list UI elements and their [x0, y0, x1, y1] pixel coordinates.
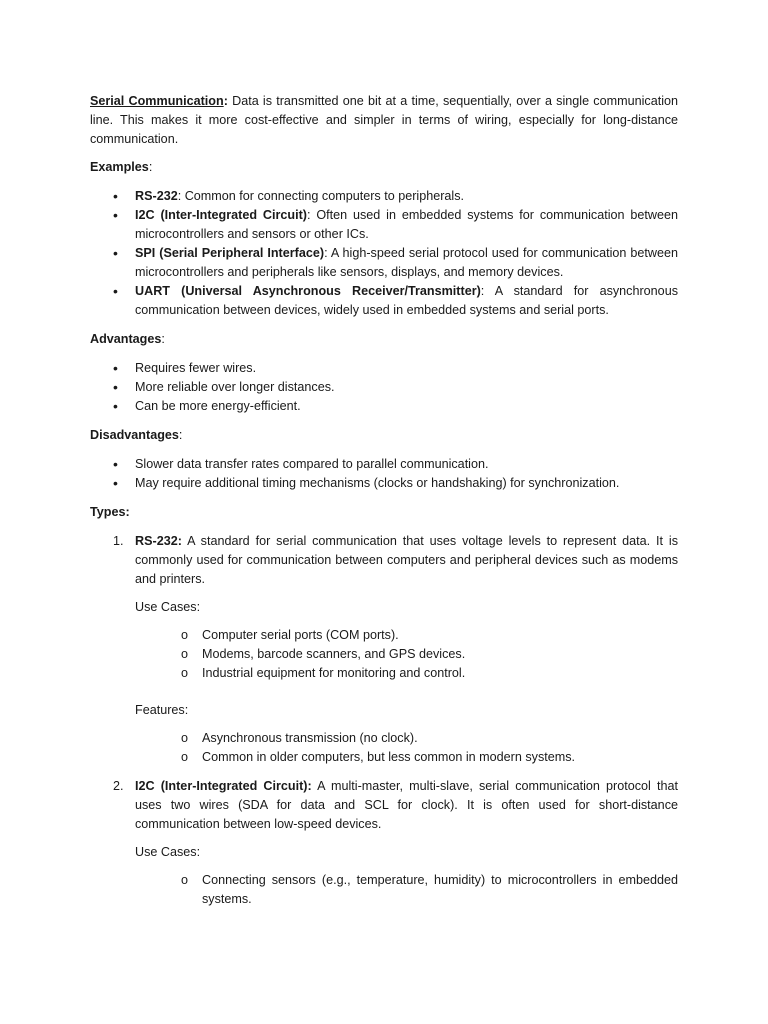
list-item: • May require additional timing mechanisms (clocks or handshaking) for synchronization. — [90, 474, 678, 493]
list-item: • Requires fewer wires. — [90, 359, 678, 378]
intro-colon: : — [223, 94, 228, 108]
types-heading-text: Types: — [90, 505, 130, 519]
type-term: I2C (Inter-Integrated Circuit): — [135, 779, 312, 793]
type-text: A standard for serial communication that uses voltage levels to represent data. It is commonly used for communication between computers and peripheral devices such as modems and printers. — [135, 534, 678, 586]
advantages-heading: Advantages: — [90, 332, 165, 346]
advantages-list — [90, 359, 678, 416]
disadvantages-list — [90, 455, 678, 493]
list-item: o Industrial equipment for monitoring and control. — [135, 664, 678, 683]
advantages-heading-text: Advantages — [90, 332, 162, 346]
example-term: SPI (Serial Peripheral Interface) — [135, 246, 325, 260]
list-item: • Can be more energy-efficient. — [90, 397, 678, 416]
intro-paragraph — [90, 92, 678, 149]
examples-heading: Examples: — [90, 160, 153, 174]
list-item: o Computer serial ports (COM ports). — [135, 626, 678, 645]
list-item: o Asynchronous transmission (no clock). — [135, 729, 678, 748]
type-number: 2. — [113, 779, 124, 793]
intro-text: Data is transmitted one bit at a time, sequentially, over a single communication line. This makes it more cost-effective and simpler in terms of wiring, especially for long-distance communication. — [90, 94, 678, 146]
example-text: : Common for connecting computers to peripherals. — [177, 189, 464, 203]
features-list — [135, 729, 678, 767]
types-heading — [90, 503, 678, 522]
example-text: : Often used in embedded systems for communication between microcontrollers and sensors or other ICs. — [135, 208, 679, 241]
type-description — [135, 777, 678, 834]
type-description — [135, 532, 678, 589]
example-term: I2C (Inter-Integrated Circuit) — [135, 208, 307, 222]
example-text: : A high-speed serial protocol used for communication between microcontrollers and peripherals like sensors, displays, and memory devices. — [135, 246, 679, 279]
list-item — [90, 244, 678, 282]
examples-heading-text: Examples — [90, 160, 149, 174]
use-cases-list — [135, 626, 678, 683]
examples-list — [90, 187, 678, 320]
features-label: Features: — [135, 703, 189, 717]
document-page — [90, 92, 678, 927]
use-cases-list — [135, 871, 678, 909]
list-item — [90, 206, 678, 244]
list-item — [90, 282, 678, 320]
use-cases-label: Use Cases: — [135, 600, 201, 614]
example-term: RS-232 — [135, 189, 178, 203]
list-item: o Common in older computers, but less common in modern systems. — [135, 748, 678, 767]
type-item-rs232 — [90, 532, 678, 767]
list-item: o Modems, barcode scanners, and GPS devices. — [135, 645, 678, 664]
list-item — [90, 187, 678, 206]
type-number: 1. — [113, 534, 124, 548]
example-term: UART (Universal Asynchronous Receiver/Transmitter) — [135, 284, 481, 298]
list-item: • More reliable over longer distances. — [90, 378, 678, 397]
disadvantages-heading-text: Disadvantages — [90, 428, 179, 442]
list-item: o Connecting sensors (e.g., temperature, humidity) to microcontrollers in embedded systems. — [135, 871, 678, 909]
type-text: A multi-master, multi-slave, serial communication protocol that uses two wires (SDA for data and SCL for clock). It is often used for short-distance communication between low-speed devices. — [135, 779, 678, 831]
list-item: • Slower data transfer rates compared to parallel communication. — [90, 455, 678, 474]
example-text: : A standard for asynchronous communication between devices, widely used in embedded systems and serial ports. — [135, 284, 678, 317]
type-term: RS-232: — [135, 534, 182, 548]
intro-term: Serial Communication — [90, 94, 224, 108]
use-cases-label: Use Cases: — [135, 845, 201, 859]
disadvantages-heading: Disadvantages: — [90, 428, 183, 442]
type-item-i2c — [90, 777, 678, 909]
types-list — [90, 532, 678, 909]
